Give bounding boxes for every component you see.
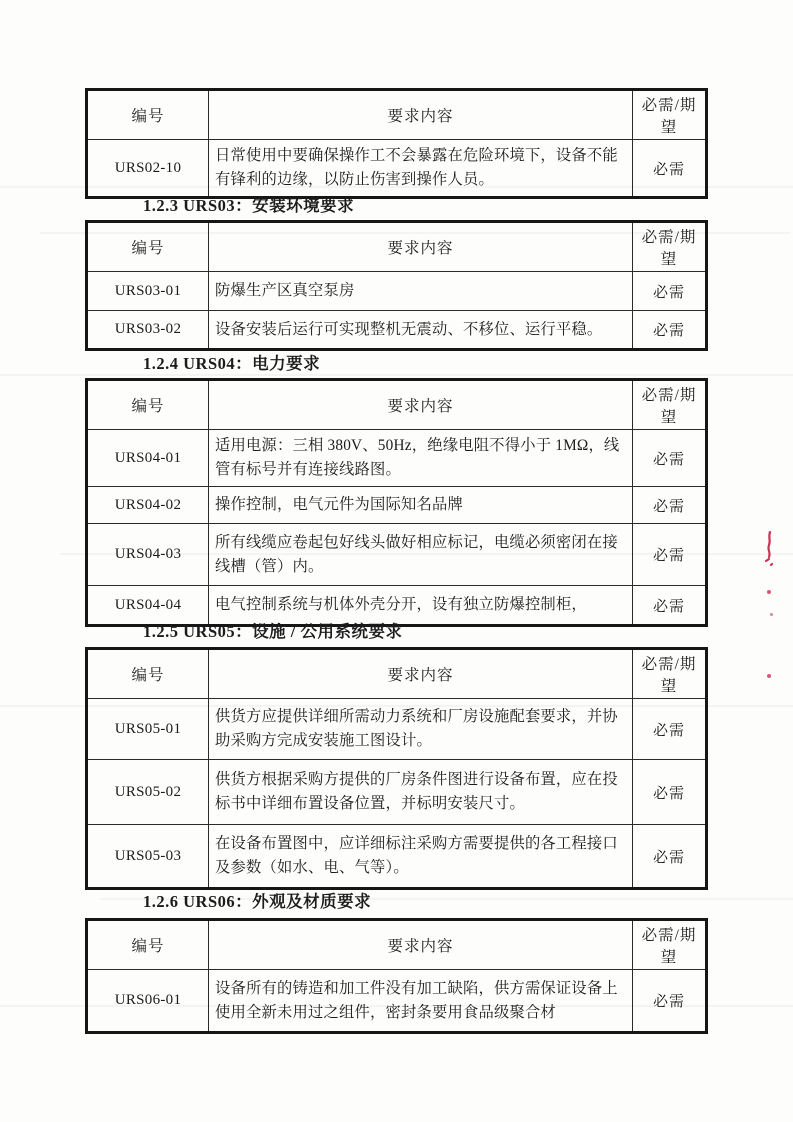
- column-header-content: 要求内容: [209, 380, 633, 430]
- column-header-id: 编号: [87, 649, 209, 699]
- urs06-table-wrap: [85, 918, 708, 1034]
- urs02-table-wrap: [85, 88, 708, 199]
- requirement-id: URS03-01: [87, 272, 209, 311]
- urs05-table-wrap: [85, 647, 708, 890]
- table-row: [87, 524, 707, 586]
- table-header-row: [87, 380, 707, 430]
- requirement-id: URS06-01: [87, 970, 209, 1033]
- column-header-id: 编号: [87, 90, 209, 140]
- requirement-content: 适用电源：三相 380V、50Hz，绝缘电阻不得小于 1MΩ，线管有标号并有连接线路图。: [209, 430, 633, 487]
- table-header-row: [87, 90, 707, 140]
- red-ink-dot: [767, 590, 771, 594]
- requirement-required: 必需: [633, 586, 707, 626]
- table-row: [87, 970, 707, 1033]
- section-heading-urs03: 1.2.3 URS03：安装环境要求: [143, 196, 355, 215]
- requirement-required: 必需: [633, 760, 707, 825]
- column-header-content: 要求内容: [209, 649, 633, 699]
- requirement-content: 设备所有的铸造和加工件没有加工缺陷，供方需保证设备上使用全新未用过之组件，密封条要用食品级聚合材: [209, 970, 633, 1033]
- urs06-requirements-table: [85, 918, 708, 1034]
- table-header-row: [87, 920, 707, 970]
- column-header-content: 要求内容: [209, 920, 633, 970]
- urs05-requirements-table: [85, 647, 708, 890]
- section-heading-urs06: 1.2.6 URS06：外观及材质要求: [143, 892, 372, 911]
- requirement-required: 必需: [633, 524, 707, 586]
- requirement-id: URS03-02: [87, 311, 209, 350]
- table-row: [87, 140, 707, 198]
- requirement-content: 所有线缆应卷起包好线头做好相应标记，电缆必须密闭在接线槽（管）内。: [209, 524, 633, 586]
- red-ink-squiggle: [762, 530, 776, 568]
- column-header-required: 必需/期望: [633, 380, 707, 430]
- requirement-required: 必需: [633, 311, 707, 350]
- table-row: [87, 272, 707, 311]
- urs02-requirements-table: [85, 88, 708, 199]
- requirement-required: 必需: [633, 487, 707, 524]
- column-header-required: 必需/期望: [633, 649, 707, 699]
- requirement-content: 供货方根据采购方提供的厂房条件图进行设备布置，应在投标书中详细布置设备位置，并标明安装尺寸。: [209, 760, 633, 825]
- table-row: [87, 699, 707, 760]
- requirement-required: 必需: [633, 430, 707, 487]
- requirement-id: URS05-03: [87, 825, 209, 889]
- table-row: [87, 487, 707, 524]
- requirement-content: 供货方应提供详细所需动力系统和厂房设施配套要求，并协助采购方完成安装施工图设计。: [209, 699, 633, 760]
- table-row: [87, 825, 707, 889]
- requirement-id: URS05-02: [87, 760, 209, 825]
- urs04-table-wrap: [85, 378, 708, 627]
- requirement-id: URS04-02: [87, 487, 209, 524]
- column-header-id: 编号: [87, 222, 209, 272]
- requirement-content: 设备安装后运行可实现整机无震动、不移位、运行平稳。: [209, 311, 633, 350]
- requirement-id: URS04-03: [87, 524, 209, 586]
- requirement-content: 操作控制，电气元件为国际知名品牌: [209, 487, 633, 524]
- column-header-required: 必需/期望: [633, 222, 707, 272]
- table-header-row: [87, 649, 707, 699]
- column-header-id: 编号: [87, 380, 209, 430]
- column-header-id: 编号: [87, 920, 209, 970]
- urs03-requirements-table: [85, 220, 708, 351]
- column-header-required: 必需/期望: [633, 920, 707, 970]
- urs04-requirements-table: [85, 378, 708, 627]
- requirement-required: 必需: [633, 699, 707, 760]
- table-header-row: [87, 222, 707, 272]
- red-ink-dot: [767, 674, 771, 678]
- column-header-content: 要求内容: [209, 90, 633, 140]
- requirement-required: 必需: [633, 272, 707, 311]
- requirement-content: 电气控制系统与机体外壳分开，设有独立防爆控制柜，: [209, 586, 633, 626]
- column-header-required: 必需/期望: [633, 90, 707, 140]
- section-heading-urs04: 1.2.4 URS04：电力要求: [143, 354, 321, 373]
- requirement-required: 必需: [633, 825, 707, 889]
- red-ink-dot: [770, 613, 773, 616]
- table-row: [87, 311, 707, 350]
- requirement-content: 在设备布置图中，应详细标注采购方需要提供的各工程接口及参数（如水、电、气等）。: [209, 825, 633, 889]
- requirement-id: URS02-10: [87, 140, 209, 198]
- requirement-id: URS05-01: [87, 699, 209, 760]
- requirement-content: 日常使用中要确保操作工不会暴露在危险环境下，设备不能有锋利的边缘，以防止伤害到操作人员。: [209, 140, 633, 198]
- scan-line: [0, 374, 793, 376]
- requirement-required: 必需: [633, 970, 707, 1033]
- requirement-required: 必需: [633, 140, 707, 198]
- requirement-content: 防爆生产区真空泵房: [209, 272, 633, 311]
- requirement-id: URS04-04: [87, 586, 209, 626]
- requirement-id: URS04-01: [87, 430, 209, 487]
- table-row: [87, 760, 707, 825]
- column-header-content: 要求内容: [209, 222, 633, 272]
- table-row: [87, 430, 707, 487]
- urs03-table-wrap: [85, 220, 708, 351]
- section-heading-urs05: 1.2.5 URS05：设施 / 公用系统要求: [143, 622, 403, 641]
